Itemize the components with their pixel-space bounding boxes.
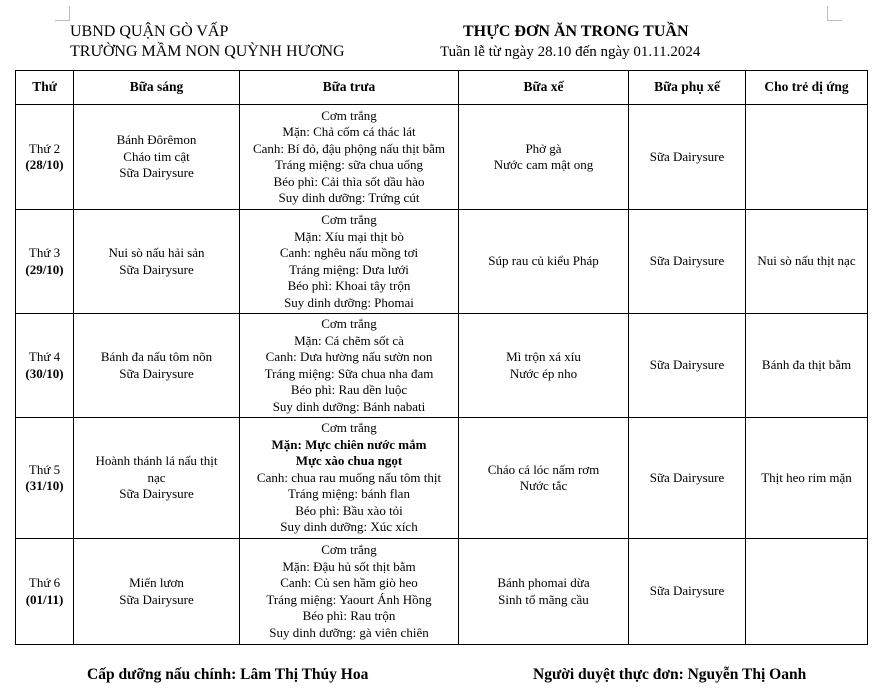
lunch-item: Béo phì: Rau trộn: [302, 608, 396, 623]
afternoon-cell: [459, 539, 629, 645]
day-cell: [16, 210, 74, 314]
breakfast-item: Sữa Dairysure: [119, 486, 194, 502]
breakfast-cell: [74, 210, 240, 314]
lunch-item: Canh: Củ sen hầm giò heo: [280, 575, 418, 590]
school-name: TRƯỜNG MẦM NON QUỲNH HƯƠNG: [70, 43, 345, 60]
table-row: [16, 539, 868, 645]
afternoon-snack-item: Sữa Dairysure: [649, 253, 725, 269]
day-cell: [16, 105, 74, 210]
lunch-item: Mặn: Đậu hủ sốt thịt bằm: [282, 558, 416, 574]
col-header-day: Thứ: [16, 71, 74, 105]
allergy-item: Nui sò nấu thịt nạc: [757, 253, 856, 269]
crop-mark-top-left: [55, 6, 70, 21]
approver-signature: Người duyệt thực đơn: Nguyễn Thị Oanh: [533, 666, 807, 683]
lunch-item: Cơm trắng: [321, 542, 377, 557]
afternoon-item: Súp rau củ kiểu Pháp: [488, 253, 599, 269]
lunch-item: Mực xào chua ngọt: [295, 453, 403, 469]
day-date: (31/10): [25, 478, 64, 493]
table-row: [16, 314, 868, 418]
lunch-cell: [240, 539, 459, 645]
afternoon-snack-item: Sữa Dairysure: [649, 148, 725, 164]
breakfast-cell: [74, 105, 240, 210]
breakfast-item: Miến lươn: [129, 575, 184, 590]
breakfast-item: Cháo tim cật: [123, 148, 190, 164]
lunch-item: Suy dinh dưỡng: Phomai: [284, 294, 414, 310]
afternoon-item: Cháo cá lóc nấm rơm: [487, 461, 600, 477]
allergy-item: Bánh đa thịt bằm: [761, 357, 852, 373]
afternoon-cell: [459, 105, 629, 210]
afternoon-item: Nước tắc: [519, 478, 568, 493]
afternoon-cell: [459, 210, 629, 314]
lunch-item: Tráng miệng: Sữa chua nha đam: [264, 365, 434, 381]
lunch-item: Tráng miệng: sữa chua uống: [274, 157, 424, 172]
allergy-cell: [746, 105, 868, 210]
lunch-item: Cơm trắng: [321, 420, 377, 436]
lunch-item: Béo phì: Khoai tây trộn: [287, 278, 411, 293]
day-cell: [16, 539, 74, 645]
col-header-allergy: Cho trẻ dị ứng: [746, 71, 868, 105]
allergy-cell: [746, 539, 868, 645]
afternoon-item: Mì trộn xá xíu: [506, 349, 581, 364]
district-name: UBND QUẬN GÒ VẤP: [70, 23, 229, 40]
lunch-item: Suy dinh dưỡng: Trứng cút: [278, 190, 420, 205]
afternoon-item: Nước ép nho: [509, 365, 578, 381]
breakfast-item: Sữa Dairysure: [119, 591, 194, 607]
afternoon-item: Phở gà: [525, 140, 562, 156]
table-row: [16, 418, 868, 539]
afternoon-snack-cell: [629, 105, 746, 210]
breakfast-item: Bánh đa nấu tôm nõn: [100, 349, 213, 364]
lunch-item: Canh: Bí đỏ, đậu phộng nấu thịt bằm: [252, 140, 446, 156]
lunch-item: Suy dinh dưỡng: Xúc xích: [280, 519, 418, 535]
lunch-item: Canh: nghêu nấu mồng tơi: [279, 245, 419, 260]
day-cell: [16, 418, 74, 539]
lunch-item: Mặn: Xíu mại thịt bò: [294, 228, 404, 244]
lunch-item: Béo phì: Cải thìa sốt dầu hào: [273, 173, 425, 189]
allergy-cell: [746, 418, 868, 539]
lunch-item: Cơm trắng: [321, 107, 377, 123]
weekly-menu-table: [15, 70, 868, 645]
day-date: (28/10): [25, 157, 64, 172]
breakfast-item: Bánh Đôrêmon: [116, 132, 197, 148]
table-row: [16, 105, 868, 210]
breakfast-cell: [74, 314, 240, 418]
col-header-breakfast: Bữa sáng: [74, 71, 240, 105]
col-header-afternoon: Bữa xế: [459, 71, 629, 105]
allergy-item: Thịt heo rim mặn: [761, 469, 852, 485]
lunch-item: Mặn: Cá chẽm sốt cà: [294, 332, 404, 348]
menu-title: THỰC ĐƠN ĂN TRONG TUẦN: [463, 23, 689, 40]
lunch-item: Suy dinh dưỡng: gà viên chiên: [269, 624, 429, 640]
afternoon-item: Sinh tố mãng cầu: [498, 591, 589, 607]
col-header-afternoon-snack: Bữa phụ xế: [629, 71, 746, 105]
table-row: [16, 210, 868, 314]
breakfast-item: Sữa Dairysure: [119, 261, 194, 277]
afternoon-snack-cell: [629, 539, 746, 645]
lunch-item: Canh: chua rau muống nấu tôm thịt: [256, 469, 442, 485]
afternoon-snack-cell: [629, 418, 746, 539]
breakfast-cell: [74, 539, 240, 645]
day-date: (01/11): [25, 591, 64, 607]
afternoon-snack-item: Sữa Dairysure: [649, 357, 725, 373]
lunch-item: Béo phì: Bầu xào tỏi: [295, 502, 403, 518]
afternoon-snack-cell: [629, 314, 746, 418]
afternoon-snack-item: Sữa Dairysure: [649, 583, 725, 599]
lunch-item: Tráng miệng: bánh flan: [288, 486, 410, 502]
chef-signature: Cấp dưỡng nấu chính: Lâm Thị Thúy Hoa: [87, 666, 369, 683]
breakfast-cell: [74, 418, 240, 539]
breakfast-item: Nui sò nấu hải sản: [108, 245, 205, 260]
crop-mark-top-right: [827, 6, 842, 21]
day-name: Thứ 6: [28, 575, 61, 590]
lunch-item: Béo phì: Rau dền luộc: [290, 382, 408, 397]
lunch-item: Mặn: Mực chiên nước mắm: [271, 436, 427, 452]
lunch-cell: [240, 210, 459, 314]
lunch-cell: [240, 418, 459, 539]
day-cell: [16, 314, 74, 418]
allergy-cell: [746, 210, 868, 314]
allergy-cell: [746, 314, 868, 418]
lunch-item: Cơm trắng: [321, 316, 377, 331]
day-name: Thứ 3: [28, 245, 61, 260]
afternoon-cell: [459, 314, 629, 418]
day-name: Thứ 2: [28, 140, 61, 156]
afternoon-snack-item: Sữa Dairysure: [649, 469, 725, 485]
table-header-row: [16, 71, 868, 105]
lunch-item: Cơm trắng: [321, 212, 377, 227]
lunch-item: Mặn: Chả cốm cá thác lát: [282, 124, 416, 139]
lunch-item: Tráng miệng: Yaourt Ánh Hồng: [266, 591, 432, 607]
breakfast-item: Sữa Dairysure: [119, 365, 194, 381]
afternoon-cell: [459, 418, 629, 539]
afternoon-item: Nước cam mật ong: [493, 157, 594, 172]
day-name: Thứ 5: [28, 461, 61, 477]
col-header-lunch: Bữa trưa: [240, 71, 459, 105]
lunch-item: Canh: Dưa hường nấu sườn non: [265, 349, 433, 364]
lunch-cell: [240, 314, 459, 418]
breakfast-item: nạc: [147, 469, 166, 485]
day-name: Thứ 4: [28, 349, 61, 364]
week-range: Tuần lễ từ ngày 28.10 đến ngày 01.11.2024: [440, 44, 701, 60]
day-date: (30/10): [25, 365, 64, 381]
day-date: (29/10): [25, 261, 64, 277]
afternoon-snack-cell: [629, 210, 746, 314]
breakfast-item: Sữa Dairysure: [119, 165, 194, 181]
afternoon-item: Bánh phomai dừa: [497, 575, 590, 590]
lunch-item: Suy dinh dưỡng: Bánh nabati: [272, 398, 426, 414]
breakfast-item: Hoành thánh lá nấu thịt: [95, 453, 218, 469]
lunch-item: Tráng miệng: Dưa lưới: [289, 261, 409, 277]
lunch-cell: [240, 105, 459, 210]
